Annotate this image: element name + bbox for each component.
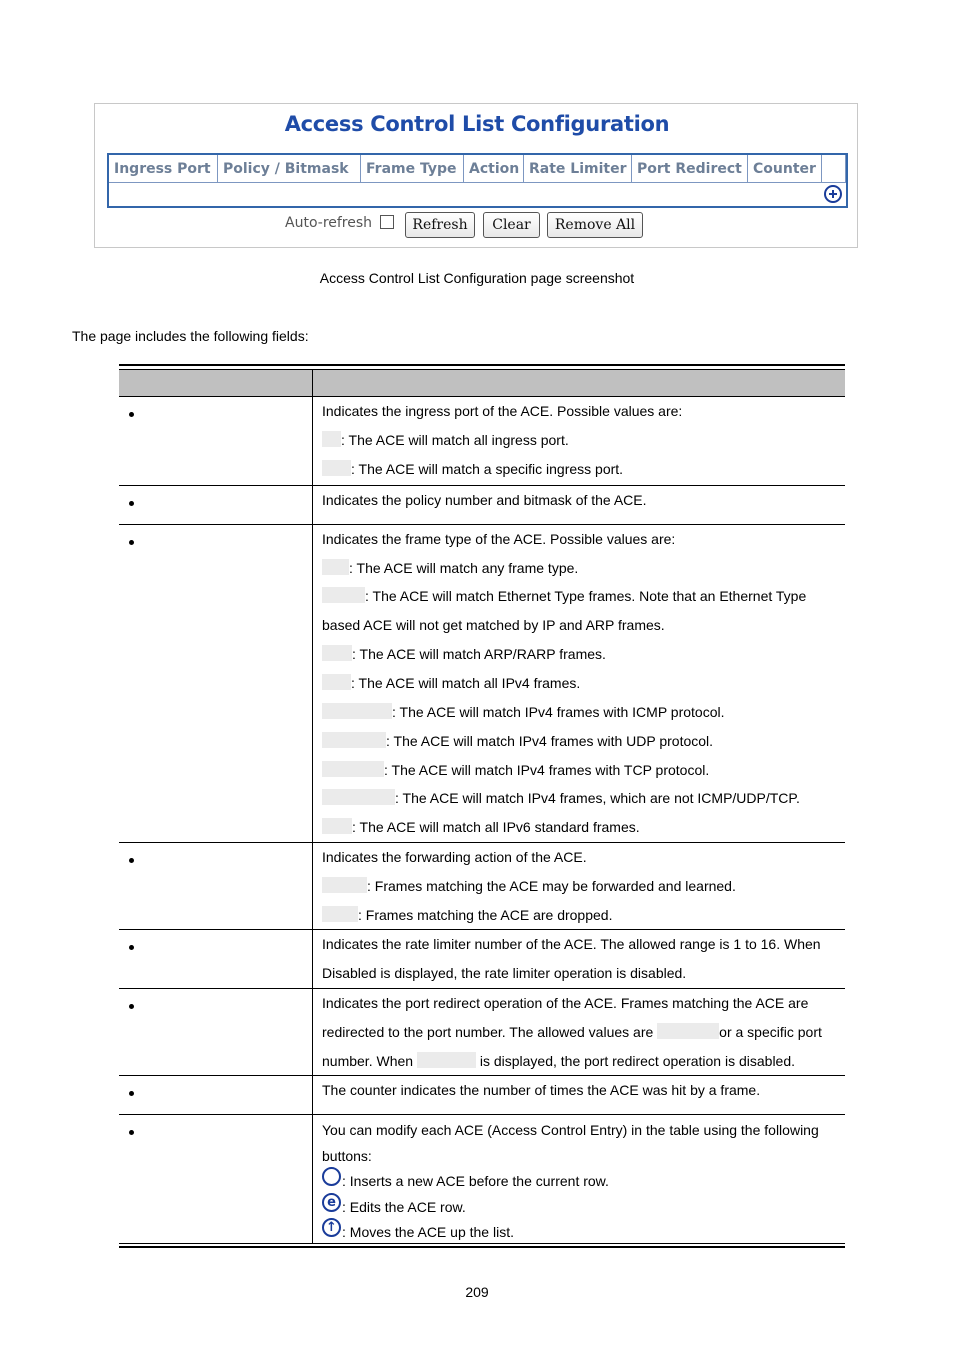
description-line: : Edits the ACE row. — [342, 1199, 466, 1215]
description-line: Indicates the forwarding action of the ACE. — [322, 849, 587, 865]
acl-empty-row — [109, 183, 846, 206]
clear-button[interactable]: Clear — [483, 212, 540, 238]
intro-text: The page includes the following fields: — [72, 328, 309, 344]
description-line: redirected to the port number. The allowed values are or a specific port — [322, 1024, 822, 1040]
value-chip — [322, 789, 395, 805]
description-line: : The ACE will match all IPv4 frames. — [322, 674, 580, 692]
description-line: Indicates the policy number and bitmask of the ACE. — [322, 492, 647, 508]
column-policy-bitmask: Policy / Bitmask — [218, 155, 361, 183]
column-rate-limiter: Rate Limiter — [524, 155, 632, 183]
bullet — [129, 1004, 134, 1009]
description-line: : The ACE will match Ethernet Type frames. Note that an Ethernet Type — [322, 587, 806, 605]
value-chip — [322, 761, 384, 777]
value-chip — [322, 460, 351, 476]
description-line: number. When is displayed, the port redirect operation is disabled. — [322, 1053, 796, 1069]
description-line: : Frames matching the ACE are dropped. — [322, 906, 612, 924]
field-table — [119, 364, 845, 1248]
column-port-redirect: Port Redirect — [632, 155, 748, 183]
auto-refresh-label: Auto-refresh — [285, 215, 373, 231]
bullet — [129, 540, 134, 545]
description-line: : The ACE will match IPv4 frames, which are not ICMP/UDP/TCP. — [322, 789, 800, 807]
acl-controls — [95, 210, 859, 238]
column-action: Action — [464, 155, 524, 183]
field-row-policy-bitmask — [119, 486, 845, 525]
value-chip — [322, 587, 365, 603]
value-chip — [322, 645, 352, 661]
value-chip — [322, 674, 351, 690]
value-chip — [417, 1052, 476, 1068]
value-chip — [322, 559, 349, 575]
value-chip — [322, 818, 352, 834]
bullet — [129, 858, 134, 863]
bullet — [129, 412, 134, 417]
value-chip — [322, 703, 392, 719]
description-line: based ACE will not get matched by IP and ARP frames. — [322, 617, 665, 633]
value-chip — [322, 732, 386, 748]
value-chip — [322, 431, 341, 447]
acl-table — [107, 153, 848, 208]
field-row-counter — [119, 1076, 845, 1115]
column-counter: Counter — [748, 155, 822, 183]
description-line: The counter indicates the number of times the ACE was hit by a frame. — [322, 1082, 761, 1098]
screenshot-panel — [94, 103, 858, 248]
field-row-ingress-port — [119, 397, 845, 486]
column-frame-type: Frame Type — [361, 155, 464, 183]
table-top-rule — [119, 364, 845, 366]
page-number: 209 — [465, 1284, 489, 1300]
description-line: You can modify each ACE (Access Control Entry) in the table using the following — [322, 1122, 819, 1138]
header-divider — [312, 370, 313, 398]
field-row-rate-limiter — [119, 930, 845, 989]
description-line: : The ACE will match IPv4 frames with TCP protocol. — [322, 761, 709, 779]
field-row-frame-type — [119, 525, 845, 843]
description-line: : Moves the ACE up the list. — [342, 1224, 514, 1240]
refresh-button[interactable]: Refresh — [405, 212, 475, 238]
auto-refresh-checkbox[interactable] — [380, 215, 394, 229]
description-line: : Inserts a new ACE before the current row. — [342, 1173, 609, 1189]
remove-all-button[interactable]: Remove All — [547, 212, 643, 238]
bullet — [129, 501, 134, 506]
move-up-icon: ↑ — [322, 1218, 341, 1237]
field-table-header — [119, 369, 845, 397]
description-line: Disabled is displayed, the rate limiter operation is disabled. — [322, 965, 687, 981]
bullet — [129, 1091, 134, 1096]
acl-table-header — [109, 155, 846, 183]
description-line: : The ACE will match IPv4 frames with UDP protocol. — [322, 732, 713, 750]
table-bottom-rule — [119, 1243, 845, 1244]
table-bottom-rule — [119, 1246, 845, 1248]
description-line: Indicates the ingress port of the ACE. Possible values are: — [322, 403, 683, 419]
description-line: Indicates the port redirect operation of the ACE. Frames matching the ACE are — [322, 995, 809, 1011]
value-chip — [322, 906, 358, 922]
description-line: buttons: — [322, 1148, 372, 1164]
description-line: : Frames matching the ACE may be forwarded and learned. — [322, 877, 736, 895]
value-chip — [322, 877, 367, 893]
plus-circle-icon[interactable] — [824, 185, 842, 203]
bullet — [129, 1130, 134, 1135]
description-line: : The ACE will match any frame type. — [322, 559, 578, 577]
description-line: : The ACE will match ARP/RARP frames. — [322, 645, 606, 663]
figure-caption: Access Control List Configuration page screenshot — [319, 270, 635, 286]
insert-ace-icon — [322, 1167, 341, 1186]
description-line: : The ACE will match all ingress port. — [322, 431, 569, 449]
description-line: : The ACE will match all IPv6 standard frames. — [322, 818, 640, 836]
column-controls — [822, 155, 846, 183]
bullet — [129, 945, 134, 950]
acl-page-title: Access Control List Configuration — [284, 112, 670, 136]
field-row-port-redirect — [119, 989, 845, 1076]
description-line: : The ACE will match IPv4 frames with ICMP protocol. — [322, 703, 725, 721]
description-line: Indicates the rate limiter number of the ACE. The allowed range is 1 to 16. When — [322, 936, 821, 952]
description-line: Indicates the frame type of the ACE. Possible values are: — [322, 531, 676, 547]
edit-ace-icon: e — [322, 1193, 341, 1212]
value-chip — [657, 1023, 719, 1039]
field-row-modification-buttons — [119, 1115, 845, 1243]
description-line: : The ACE will match a specific ingress port. — [322, 460, 623, 478]
field-row-action — [119, 843, 845, 930]
column-ingress-port: Ingress Port — [109, 155, 218, 183]
